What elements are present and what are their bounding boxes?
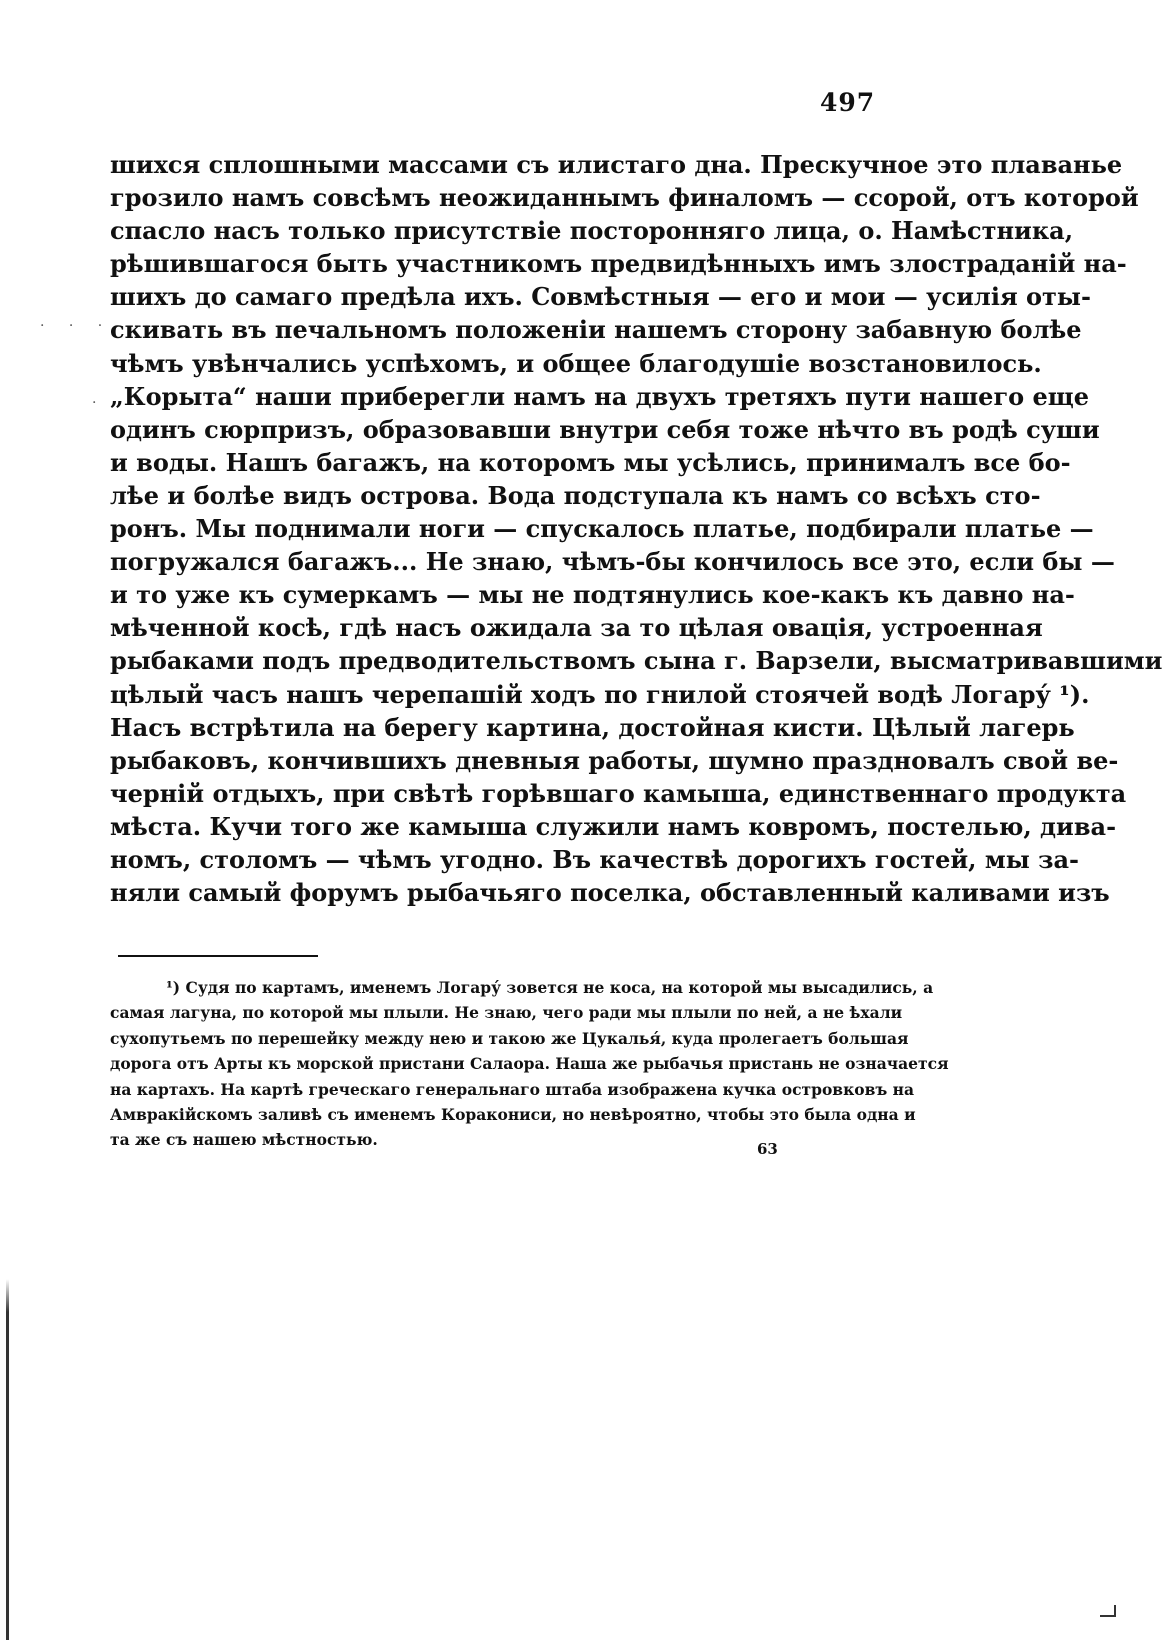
body-line: одинъ сюрпризъ, образовавши внутри себя тоже нѣчто въ родѣ суши <box>110 414 1100 444</box>
footnote-divider <box>118 955 318 957</box>
body-line: черній отдыхъ, при свѣтѣ горѣвшаго камыша, единственнаго продукта <box>110 778 1127 808</box>
body-line: няли самый форумъ рыбачьяго поселка, обставленный каливами изъ <box>110 878 1110 908</box>
body-line: грозило намъ совсѣмъ неожиданнымъ финаломъ — ссорой, отъ которой <box>110 183 1139 213</box>
body-line: спасло насъ только присутствіе посторонняго лица, о. Намѣстника, <box>110 216 1074 246</box>
body-line: номъ, столомъ — чѣмъ угодно. Въ качествѣ дорогихъ гостей, мы за- <box>110 844 1079 874</box>
page-number: 497 <box>820 88 876 117</box>
body-line: шихъ до самаго предѣла ихъ. Совмѣстныя — его и мои — усилія оты- <box>110 282 1091 312</box>
margin-specks: · · · <box>40 318 113 334</box>
scan-corner-mark <box>1100 1605 1116 1617</box>
footnote-line: самая лагуна, по которой мы плыли. Не знаю, чего ради мы плыли по ней, а не ѣхали <box>110 1003 903 1023</box>
body-line: цѣлый часъ нашъ черепашій ходъ по гнилой стоячей водѣ Логару́ ¹). <box>110 679 1090 709</box>
footnote-line: Амвракійскомъ заливѣ съ именемъ Коракониси, но невѣроятно, чтобы это была одна и <box>110 1104 916 1124</box>
footnote-line: та же съ нашею мѣстностью. <box>110 1130 378 1150</box>
margin-speck: · <box>92 395 97 411</box>
body-line: рыбаковъ, кончившихъ дневныя работы, шумно праздновалъ свой ве- <box>110 745 1119 775</box>
body-line: шихся сплошными массами съ илистаго дна. Прескучное это плаванье <box>110 150 1123 179</box>
body-line: мѣста. Кучи того же камыша служили намъ ковромъ, постелью, дива- <box>110 811 1117 841</box>
body-line: и то уже къ сумеркамъ — мы не подтянулись кое-какъ къ давно на- <box>110 580 1075 610</box>
body-line: и воды. Нашъ багажъ, на которомъ мы усѣлись, принималъ все бо- <box>110 447 1071 477</box>
body-line: рѣшившагося быть участникомъ предвидѣнныхъ имъ злостраданій на- <box>110 249 1127 279</box>
scan-edge-shadow <box>6 0 9 1640</box>
main-body-text <box>110 148 1162 909</box>
body-line: скивать въ печальномъ положеніи нашемъ сторону забавную болѣе <box>110 315 1082 345</box>
footnote-line: сухопутьемъ по перешейку между нею и такою же Цукалья́, куда пролегаетъ большая <box>110 1028 909 1048</box>
body-line: чѣмъ увѣнчались успѣхомъ, и общее благодушіе возстановилось. <box>110 348 1042 378</box>
footnote-line: на картахъ. На картѣ греческаго генеральнаго штаба изображена кучка островковъ на <box>110 1079 915 1099</box>
body-line: погружался багажъ... Не знаю, чѣмъ-бы кончилось все это, если бы — <box>110 547 1115 577</box>
body-line: рыбаками подъ предводительствомъ сына г. Варзели, высматривавшими <box>110 646 1162 676</box>
footnote-line: ¹) Судя по картамъ, именемъ Логару́ зовется не коса, на которой мы высадились, а <box>166 978 934 997</box>
printer-signature-mark: 63 <box>757 1140 778 1158</box>
body-line: Насъ встрѣтила на берегу картина, достойная кисти. Цѣлый лагерь <box>110 712 1075 742</box>
body-line: мѣченной косѣ, гдѣ насъ ожидала за то цѣлая овація, устроенная <box>110 613 1043 643</box>
body-line: „Корыта“ наши приберегли намъ на двухъ третяхъ пути нашего еще <box>110 381 1090 411</box>
footnote-line: дорога отъ Арты къ морской пристани Салаора. Наша же рыбачья пристань не означается <box>110 1054 949 1074</box>
body-line: лѣе и болѣе видъ острова. Вода подступала къ намъ со всѣхъ сто- <box>110 480 1041 510</box>
footnote-block <box>110 975 949 1153</box>
body-line: ронъ. Мы поднимали ноги — спускалось платье, подбирали платье — <box>110 514 1094 544</box>
